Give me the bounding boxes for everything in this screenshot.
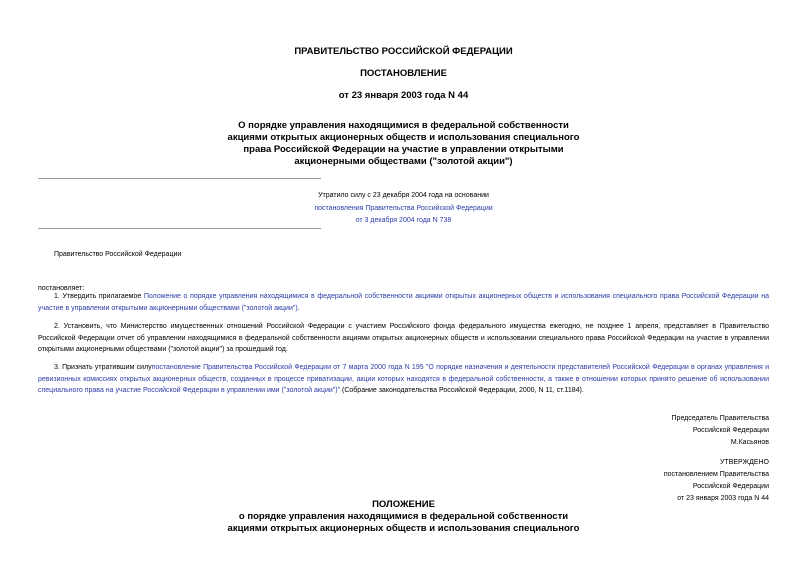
item-2-text: 2. Установить, что Министерство имущественных отношений Российской Федерации с участием Российского фонда федерального имущества ежегодно, не позднее 1 апреля, представляет в Правительство Российской Федерации отчет об управлении находящимися в федеральной собственности акциями открытых акционерных обществ и использовании специального права Российской Федерации на участие в управлении открытыми акционерными обществами ("золотой акции") за прошедший год. [38,323,769,353]
title-line: права Российской Федерации на участие в управлении открытыми [243,144,564,155]
approved-line: Российской Федерации [692,483,769,490]
document-title [0,120,807,168]
annex-heading [0,499,807,535]
regulation-link[interactable]: Положение о порядке управления находящимися в федеральной собственности акциями открытых акционерных обществ и использования специального права Российской Федерации на участие в управлении открытыми акционерными обществами ("золотой акции") [38,293,769,312]
item-1-prefix: 1. Утвердить прилагаемое [54,293,144,300]
approved-line: УТВЕРЖДЕНО [719,459,769,466]
resolves-text: постановляет: [38,285,85,292]
date-number: от 23 января 2003 года N 44 [338,90,469,101]
validity-text: Утратило силу с 23 декабря 2004 года на основании [318,192,489,199]
annex-line: акциями открытых акционерных обществ и использования специального [227,523,580,534]
title-line: акционерными обществами ("золотой акции") [294,156,513,167]
approved-line: постановлением Правительства [663,471,769,478]
repeal-link-line1[interactable]: постановления Правительства Российской Федерации [314,204,493,212]
item-3-prefix: 3. Признать утратившим силу [54,364,152,371]
item-3 [38,362,769,397]
signature-line: Российской Федерации [692,427,769,434]
divider-bottom [38,228,321,229]
government-heading: ПРАВИТЕЛЬСТВО РОССИЙСКОЙ ФЕДЕРАЦИИ [294,46,513,57]
annex-title: ПОЛОЖЕНИЕ [372,499,435,510]
signature-line: М.Касьянов [730,439,769,446]
repealed-decree-link[interactable]: постановление Правительства Российской Федерации от 7 марта 2000 года N 195 "О порядке назначения и деятельности представителей Российской Федерации в органах управления и ревизионных комиссиях открытых акционерных обществ, созданных в процессе приватизации, акции которых находятся в федеральной собственности, а также в отношении которых принято решение об использовании специального права на участие Российской Федерации в управлении ими ("золотой акции")" [38,364,769,394]
title-line: акциями открытых акционерных обществ и использования специального [227,132,580,143]
approved-line: от 23 января 2003 года N 44 [677,495,769,502]
repeal-link-line2[interactable]: от 3 декабря 2004 года N 738 [355,217,452,224]
title-line: О порядке управления находящимися в федеральной собственности [238,120,569,131]
divider-top [38,178,321,179]
item-2 [38,321,769,356]
item-1-suffix: . [297,304,300,312]
intro-text: Правительство Российской Федерации [54,251,182,258]
item-1 [38,291,769,314]
signature-block [672,413,769,449]
doc-type-heading: ПОСТАНОВЛЕНИЕ [360,68,447,79]
annex-line: о порядке управления находящимися в федеральной собственности [238,511,569,522]
signature-line: Председатель Правительства [671,415,769,422]
item-3-suffix: (Собрание законодательства Российской Федерации, 2000, N 11, ст.1184). [340,387,584,394]
approved-block [664,457,769,505]
validity-note [0,190,807,228]
